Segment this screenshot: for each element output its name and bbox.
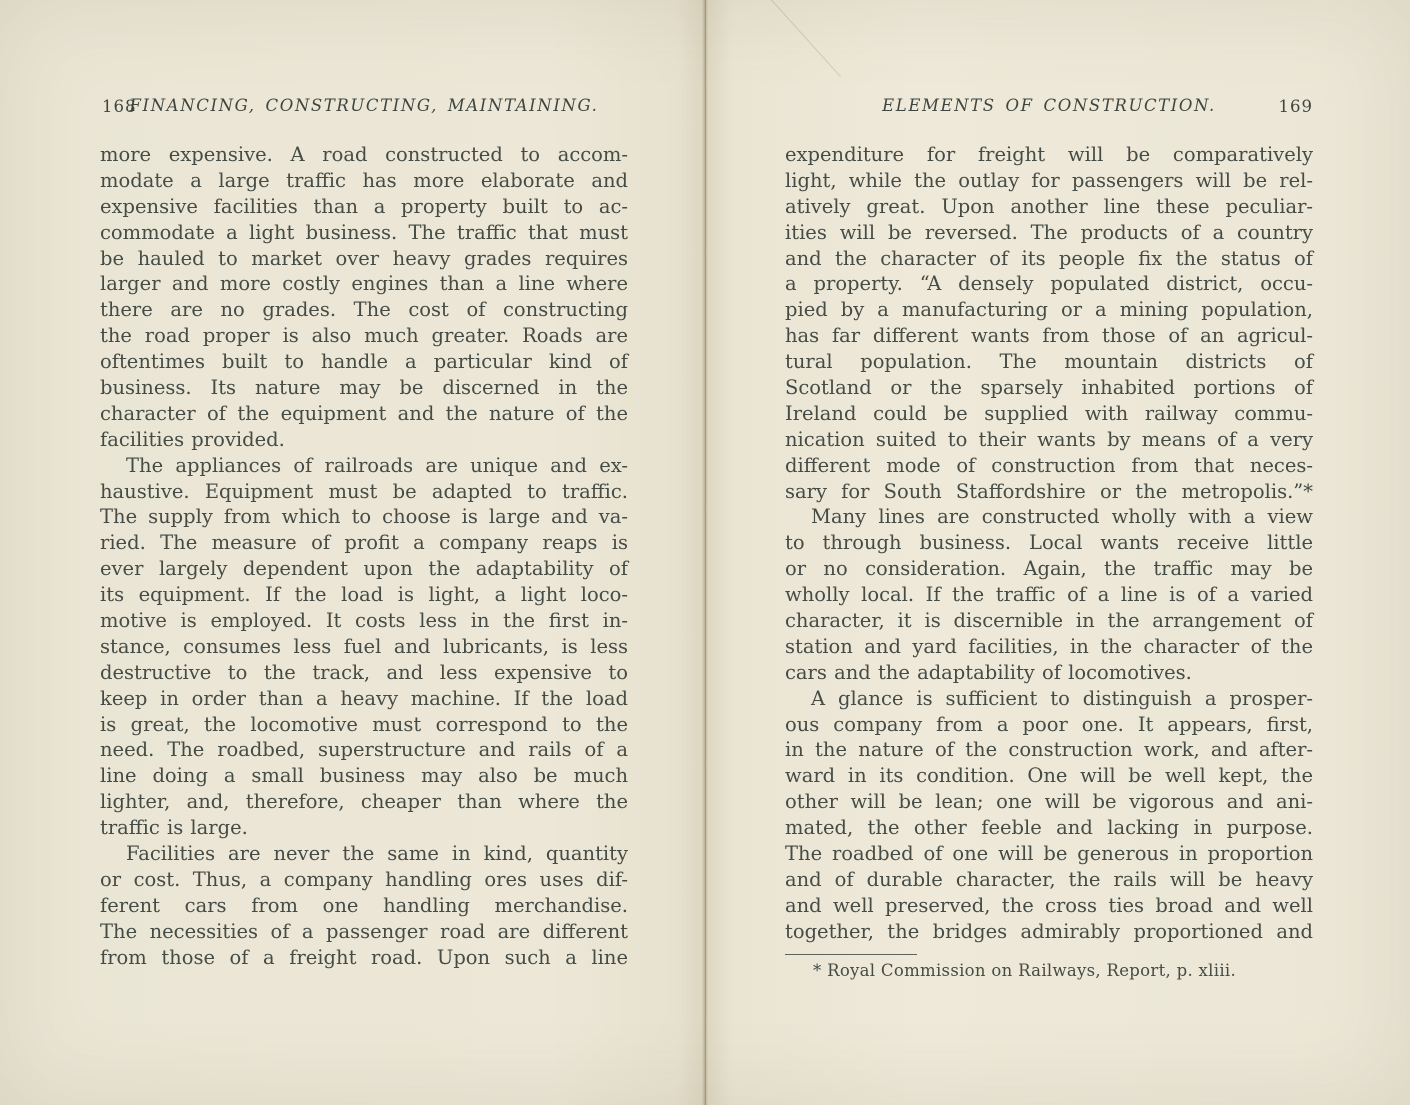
text-line: from those of a freight road. Upon such a line (100, 945, 628, 969)
text-line: Scotland or the sparsely inhabited portions of (785, 376, 1313, 400)
text-line: and well preserved, the cross ties broad and well (785, 893, 1313, 917)
text-line: The roadbed of one will be generous in proportion (785, 842, 1313, 866)
paragraph (100, 841, 628, 970)
text-line: has far different wants from those of an agricul- (785, 324, 1313, 348)
text-line: ous company from a poor one. It appears, first, (785, 712, 1313, 736)
text-line: The supply from which to choose is large and va- (100, 505, 628, 529)
paragraph (100, 453, 628, 841)
text-line: nication suited to their wants by means of a very (785, 427, 1313, 451)
text-line: tural population. The mountain districts of (785, 350, 1313, 374)
text-line: Ireland could be supplied with railway commu- (785, 401, 1313, 425)
text-line: cars and the adaptability of locomotives. (785, 660, 1192, 684)
text-line: atively great. Upon another line these peculiar- (785, 194, 1313, 218)
text-line: need. The roadbed, superstructure and rails of a (100, 738, 628, 762)
text-line: business. Its nature may be discerned in the (100, 376, 628, 400)
text-line: light, while the outlay for passengers will be rel- (785, 168, 1313, 192)
text-line: the road proper is also much greater. Roads are (100, 324, 628, 348)
footnote: * Royal Commission on Railways, Report, p. xliii. (813, 961, 1237, 980)
text-line: line doing a small business may also be much (100, 764, 628, 788)
paragraph (785, 142, 1313, 504)
text-block-right (785, 142, 1313, 945)
text-line: station and yard facilities, in the character of the (785, 634, 1313, 658)
text-line: or cost. Thus, a company handling ores uses dif- (100, 867, 628, 891)
text-line: mated, the other feeble and lacking in purpose. (785, 816, 1313, 840)
text-line: expenditure for freight will be comparatively (785, 143, 1313, 166)
text-line: and the character of its people fix the status of (785, 246, 1313, 270)
text-line: different mode of construction from that neces- (785, 453, 1313, 477)
text-line: ried. The measure of profit a company reaps is (100, 531, 628, 555)
text-line: be hauled to market over heavy grades requires (100, 246, 628, 270)
paragraph (100, 142, 628, 453)
text-line: ferent cars from one handling merchandise. (100, 893, 628, 917)
text-line: ward in its condition. One will be well kept, the (785, 764, 1313, 788)
text-line: together, the bridges admirably proportioned and (785, 919, 1313, 943)
text-line: sary for South Staffordshire or the metropolis.”* (785, 479, 1313, 503)
text-line: its equipment. If the load is light, a light loco- (100, 583, 628, 607)
text-line: wholly local. If the traffic of a line is of a varied (785, 583, 1313, 607)
running-head-left (100, 96, 628, 120)
page-number-left: 168 (102, 97, 137, 116)
text-line: ities will be reversed. The products of a country (785, 220, 1313, 244)
text-line: other will be lean; one will be vigorous and ani- (785, 790, 1313, 814)
text-line: destructive to the track, and less expensive to (100, 660, 628, 684)
text-line: pied by a manufacturing or a mining population, (785, 298, 1313, 322)
page-number-right: 169 (1278, 97, 1313, 116)
text-line: a property. “A densely populated district, occu- (785, 272, 1313, 296)
paragraph (785, 504, 1313, 685)
text-line: facilities provided. (100, 427, 285, 451)
text-line: to through business. Local wants receive little (785, 531, 1313, 555)
paragraph (785, 686, 1313, 945)
text-line: traffic is large. (100, 816, 248, 840)
text-line: character of the equipment and the nature of the (100, 401, 628, 425)
text-line: keep in order than a heavy machine. If the load (100, 686, 628, 710)
text-line: oftentimes built to handle a particular kind of (100, 350, 628, 374)
text-line: The appliances of railroads are unique and ex- (126, 453, 628, 477)
text-line: more expensive. A road constructed to accom- (100, 143, 628, 166)
text-line: expensive facilities than a property built to ac- (100, 194, 628, 218)
text-line: lighter, and, therefore, cheaper than where the (100, 790, 628, 814)
text-line: in the nature of the construction work, and after- (785, 738, 1313, 762)
running-title-right: ELEMENTS OF CONSTRUCTION. (882, 96, 1216, 115)
text-line: haustive. Equipment must be adapted to traffic. (100, 479, 628, 503)
footnote-block (785, 948, 1313, 982)
text-line: commodate a light business. The traffic that must (100, 220, 628, 244)
text-line: A glance is sufficient to distinguish a prosper- (811, 686, 1313, 710)
text-line: Facilities are never the same in kind, quantity (126, 842, 628, 866)
text-line: and of durable character, the rails will be heavy (785, 867, 1313, 891)
running-title-left: FINANCING, CONSTRUCTING, MAINTAINING. (129, 96, 599, 115)
text-block-left (100, 142, 628, 971)
page-right (705, 0, 1410, 1105)
text-line: larger and more costly engines than a line where (100, 272, 628, 296)
text-line: is great, the locomotive must correspond to the (100, 712, 628, 736)
text-line: there are no grades. The cost of constructing (100, 298, 628, 322)
running-head-right (785, 96, 1313, 120)
text-line: or no consideration. Again, the traffic may be (785, 557, 1313, 581)
text-line: The necessities of a passenger road are different (100, 919, 628, 943)
text-line: stance, consumes less fuel and lubricants, is less (100, 634, 628, 658)
text-line: Many lines are constructed wholly with a view (811, 505, 1313, 529)
text-line: ever largely dependent upon the adaptability of (100, 557, 628, 581)
text-line: character, it is discernible in the arrangement of (785, 609, 1313, 633)
footnote-rule (785, 954, 917, 955)
text-line: modate a large traffic has more elaborate and (100, 168, 628, 192)
text-line: motive is employed. It costs less in the first in- (100, 609, 628, 633)
